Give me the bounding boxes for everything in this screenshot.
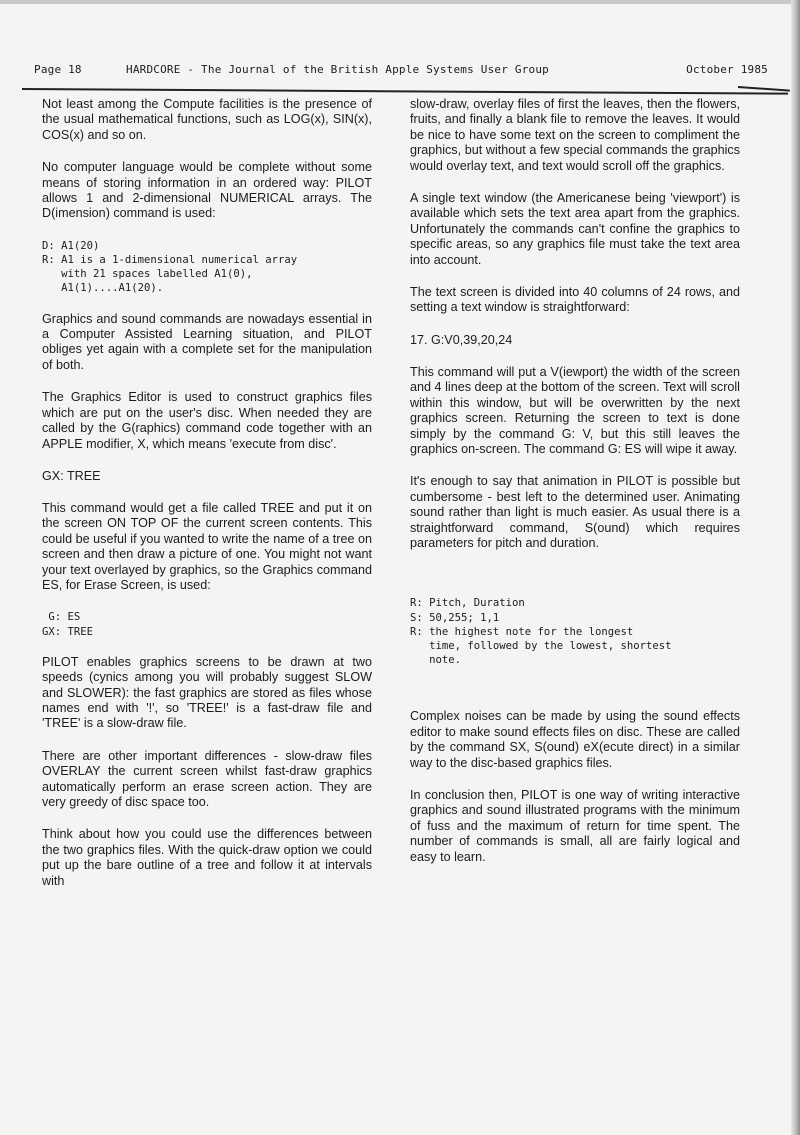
blank-space bbox=[410, 683, 740, 709]
code-line: R: the highest note for the longest bbox=[410, 625, 634, 638]
paragraph: In conclusion then, PILOT is one way of writing interactive graphics and sound illustrated programs with the minimum of fuss and the maximum of return for time spent. The number of commands is small, all are fairly logical and easy to learn. bbox=[410, 787, 740, 864]
blank-space bbox=[410, 568, 740, 596]
command-example: GX: TREE bbox=[42, 468, 101, 483]
code-line: D: A1(20) bbox=[42, 239, 100, 252]
issue-date: October 1985 bbox=[686, 63, 768, 76]
code-line: S: 50,255; 1,1 bbox=[410, 611, 500, 624]
paragraph: The Graphics Editor is used to construct graphics files which are put on the user's disc. When needed they are called by the G(raphics) command code together with an APPLE modifier, X, which means 'execute from disc'. bbox=[42, 390, 372, 451]
paragraph: This command would get a file called TREE and put it on the screen ON TOP OF the current screen contents. This could be useful if you wanted to write the name of a tree on screen and then draw a picture of one. You might not want your text overlayed by graphics, so the Graphics command ES, for Erase Screen, is used: bbox=[42, 500, 372, 592]
code-listing bbox=[42, 239, 372, 296]
right-column bbox=[410, 97, 740, 882]
code-line: G: ES bbox=[42, 611, 81, 624]
code-line: GX: TREE bbox=[42, 625, 94, 638]
paragraph: Not least among the Compute facilities is the presence of the usual mathematical functions, such as LOG(x), SIN(x), COS(x) and so on. bbox=[42, 97, 372, 142]
code-line: R: A1 is a 1-dimensional numerical array bbox=[42, 254, 298, 267]
paragraph: Graphics and sound commands are nowadays essential in a Computer Assisted Learning situation, and PILOT obliges yet again with a complete set for the manipulation of both. bbox=[42, 311, 372, 372]
paragraph: Complex noises can be made by using the sound effects editor to make sound effects files on disc. These are called by the command SX, S(ound) eX(ecute direct) in a similar way to the disc-based graphics files. bbox=[410, 709, 740, 770]
code-line: time, followed by the lowest, shortest bbox=[410, 639, 672, 652]
code-line: R: Pitch, Duration bbox=[410, 597, 525, 610]
paragraph: PILOT enables graphics screens to be drawn at two speeds (cynics among you will probably suggest SLOW and SLOWER): the fast graphics are stored as files whose names end with '!', so 'TREE!' is a fast-draw file and 'TREE' is a slow-draw file. bbox=[42, 654, 372, 731]
paragraph: A single text window (the Americanese being 'viewport') is available which sets the text area apart from the graphics. Unfortunately the commands can't confine the graphics to specific areas, so any graphics file must take the text area into account. bbox=[410, 191, 740, 267]
paragraph: There are other important differences - slow-draw files OVERLAY the current screen whilst fast-draw graphics automatically perform an erase screen action. They are very greedy of disc space too. bbox=[42, 748, 372, 809]
command-example: 17. G:V0,39,20,24 bbox=[410, 332, 513, 347]
header-rule-tail bbox=[738, 86, 790, 92]
journal-title: HARDCORE - The Journal of the British Apple Systems User Group bbox=[126, 63, 549, 76]
paragraph: Think about how you could use the differences between the two graphics files. With the quick-draw option we could put up the bare outline of a tree and follow it at intervals with bbox=[42, 827, 372, 888]
paragraph: No computer language would be complete without some means of storing information in an ordered way: PILOT allows 1 and 2-dimensional NUMERICAL arrays. The D(imension) command is used: bbox=[42, 160, 372, 221]
code-listing bbox=[410, 596, 740, 667]
page-header bbox=[34, 63, 768, 81]
code-listing bbox=[42, 610, 372, 638]
paragraph: The text screen is divided into 40 columns of 24 rows, and setting a text window is straightforward: bbox=[410, 285, 740, 315]
code-line: note. bbox=[410, 654, 462, 667]
code-line: with 21 spaces labelled A1(0), bbox=[42, 268, 253, 281]
paragraph: This command will put a V(iewport) the width of the screen and 4 lines deep at the bottom of the screen. Text will scroll within this window, but will be overwritten by the next graphics screen. Returning the screen to text is done simply by the command G: V, but this still leaves the graphics on-screen. The command G: ES will wipe it away. bbox=[410, 364, 740, 456]
left-column bbox=[42, 97, 372, 906]
code-line: A1(1)....A1(20). bbox=[42, 282, 164, 295]
scan-edge-top bbox=[0, 0, 800, 4]
header-rule bbox=[22, 88, 788, 95]
page-number: Page 18 bbox=[34, 63, 82, 76]
paragraph: It's enough to say that animation in PILOT is possible but cumbersome - best left to the determined user. Animating sound rather than light is much easier. As usual there is a straightforward command, S(ound) which requires parameters for pitch and duration. bbox=[410, 474, 740, 550]
scan-edge-right bbox=[791, 0, 800, 1135]
paragraph: slow-draw, overlay files of first the leaves, then the flowers, fruits, and finally a blank file to remove the leaves. It would be nice to have some text on the screen to compliment the graphics, but without a few special commands the graphics would overlay text, and text would scroll off the graphics. bbox=[410, 97, 740, 173]
